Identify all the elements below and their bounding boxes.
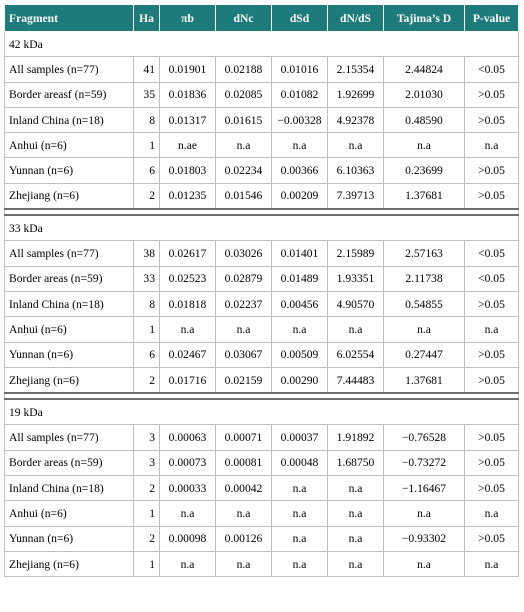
cell-ha: 2 <box>134 476 160 501</box>
cell-fragment: Inland China (n=18) <box>5 291 134 316</box>
cell-p-value: >0.05 <box>465 82 519 107</box>
cell-pi: 0.01803 <box>160 158 216 183</box>
cell-dn: 0.02237 <box>216 291 272 316</box>
cell-p-value: <0.05 <box>465 57 519 82</box>
cell-dn: 0.00081 <box>216 450 272 475</box>
header-dn-ds: dN/dS <box>328 5 384 32</box>
cell-ha: 1 <box>134 317 160 342</box>
cell-pi: 0.01235 <box>160 183 216 209</box>
cell-fragment: Border areas (n=59) <box>5 450 134 475</box>
cell-fragment: All samples (n=77) <box>5 425 134 450</box>
cell-dn: 0.00042 <box>216 476 272 501</box>
cell-dn-ds: 6.10363 <box>328 158 384 183</box>
cell-dn-ds: n.a <box>328 501 384 526</box>
cell-tajimas-d: −0.93302 <box>384 526 465 551</box>
cell-pi: 0.01901 <box>160 57 216 82</box>
cell-p-value: >0.05 <box>465 526 519 551</box>
cell-p-value: >0.05 <box>465 291 519 316</box>
table-row <box>5 342 519 367</box>
cell-ds: 0.00209 <box>272 183 328 209</box>
cell-fragment: Anhui (n=6) <box>5 133 134 158</box>
cell-dn-ds: 2.15354 <box>328 57 384 82</box>
cell-pi: n.ae <box>160 133 216 158</box>
cell-dn-ds: n.a <box>328 133 384 158</box>
cell-ha: 8 <box>134 291 160 316</box>
cell-tajimas-d: 2.11738 <box>384 266 465 291</box>
cell-p-value: n.a <box>465 133 519 158</box>
cell-p-value: >0.05 <box>465 450 519 475</box>
header-ha: Ha <box>134 5 160 32</box>
cell-dn: 0.02159 <box>216 367 272 393</box>
cell-p-value: >0.05 <box>465 367 519 393</box>
cell-ds: 0.01082 <box>272 82 328 107</box>
cell-ha: 6 <box>134 342 160 367</box>
table-row <box>5 107 519 132</box>
cell-pi: n.a <box>160 501 216 526</box>
cell-dn-ds: n.a <box>328 551 384 576</box>
cell-ha: 8 <box>134 107 160 132</box>
cell-tajimas-d: 2.01030 <box>384 82 465 107</box>
cell-p-value: >0.05 <box>465 183 519 209</box>
table-row <box>5 82 519 107</box>
section-header-row <box>5 215 519 241</box>
cell-fragment: Inland China (n=18) <box>5 107 134 132</box>
table-row <box>5 133 519 158</box>
cell-pi: 0.02617 <box>160 241 216 266</box>
table-row <box>5 317 519 342</box>
cell-fragment: Yunnan (n=6) <box>5 158 134 183</box>
cell-dn-ds: 1.68750 <box>328 450 384 475</box>
cell-dn: 0.02188 <box>216 57 272 82</box>
cell-ds: n.a <box>272 133 328 158</box>
cell-ha: 41 <box>134 57 160 82</box>
cell-fragment: All samples (n=77) <box>5 57 134 82</box>
cell-tajimas-d: 0.54855 <box>384 291 465 316</box>
cell-dn-ds: 4.90570 <box>328 291 384 316</box>
cell-tajimas-d: 0.48590 <box>384 107 465 132</box>
cell-dn: n.a <box>216 133 272 158</box>
cell-dn: 0.02879 <box>216 266 272 291</box>
cell-fragment: Anhui (n=6) <box>5 317 134 342</box>
cell-dn-ds: 7.44483 <box>328 367 384 393</box>
cell-fragment: Zhejiang (n=6) <box>5 551 134 576</box>
cell-dn-ds: 2.15989 <box>328 241 384 266</box>
cell-fragment: All samples (n=77) <box>5 241 134 266</box>
cell-dn-ds: 6.02554 <box>328 342 384 367</box>
cell-dn: n.a <box>216 317 272 342</box>
cell-tajimas-d: n.a <box>384 551 465 576</box>
cell-dn: n.a <box>216 501 272 526</box>
cell-dn: 0.00126 <box>216 526 272 551</box>
cell-p-value: <0.05 <box>465 241 519 266</box>
cell-ha: 3 <box>134 425 160 450</box>
cell-dn-ds: 7.39713 <box>328 183 384 209</box>
cell-dn: 0.01546 <box>216 183 272 209</box>
cell-tajimas-d: 2.57163 <box>384 241 465 266</box>
cell-tajimas-d: −0.73272 <box>384 450 465 475</box>
cell-dn: 0.00071 <box>216 425 272 450</box>
cell-ha: 38 <box>134 241 160 266</box>
cell-ds: 0.00037 <box>272 425 328 450</box>
cell-pi: 0.00063 <box>160 425 216 450</box>
header-pi: πb <box>160 5 216 32</box>
header-fragment: Fragment <box>5 5 134 32</box>
header-p-value: P-value <box>465 5 519 32</box>
cell-ds: n.a <box>272 476 328 501</box>
cell-ha: 1 <box>134 133 160 158</box>
cell-tajimas-d: 0.23699 <box>384 158 465 183</box>
cell-p-value: >0.05 <box>465 476 519 501</box>
cell-fragment: Anhui (n=6) <box>5 501 134 526</box>
cell-ds: −0.00328 <box>272 107 328 132</box>
table-row <box>5 291 519 316</box>
cell-fragment: Border areasf (n=59) <box>5 82 134 107</box>
table-row <box>5 158 519 183</box>
cell-p-value: n.a <box>465 551 519 576</box>
cell-pi: n.a <box>160 317 216 342</box>
cell-dn-ds: 1.93351 <box>328 266 384 291</box>
header-ds: dSd <box>272 5 328 32</box>
cell-pi: n.a <box>160 551 216 576</box>
table-row <box>5 526 519 551</box>
table-row <box>5 476 519 501</box>
cell-p-value: >0.05 <box>465 425 519 450</box>
cell-pi: 0.02523 <box>160 266 216 291</box>
section-title: 19 kDa <box>5 399 519 425</box>
cell-ha: 33 <box>134 266 160 291</box>
cell-p-value: <0.05 <box>465 266 519 291</box>
cell-pi: 0.00073 <box>160 450 216 475</box>
cell-dn-ds: 1.92699 <box>328 82 384 107</box>
cell-p-value: n.a <box>465 501 519 526</box>
cell-tajimas-d: n.a <box>384 133 465 158</box>
cell-pi: 0.02467 <box>160 342 216 367</box>
table-row <box>5 501 519 526</box>
cell-ha: 35 <box>134 82 160 107</box>
cell-p-value: >0.05 <box>465 342 519 367</box>
section-title: 42 kDa <box>5 32 519 57</box>
cell-ds: n.a <box>272 501 328 526</box>
cell-tajimas-d: 1.37681 <box>384 183 465 209</box>
cell-ds: 0.00366 <box>272 158 328 183</box>
cell-tajimas-d: n.a <box>384 317 465 342</box>
cell-dn-ds: 4.92378 <box>328 107 384 132</box>
table-row <box>5 266 519 291</box>
table-row <box>5 57 519 82</box>
cell-fragment: Zhejiang (n=6) <box>5 183 134 209</box>
cell-dn: 0.01615 <box>216 107 272 132</box>
cell-pi: 0.01818 <box>160 291 216 316</box>
section-header-row <box>5 399 519 425</box>
cell-pi: 0.01317 <box>160 107 216 132</box>
cell-pi: 0.01716 <box>160 367 216 393</box>
cell-ds: n.a <box>272 551 328 576</box>
cell-fragment: Inland China (n=18) <box>5 476 134 501</box>
cell-dn: n.a <box>216 551 272 576</box>
cell-dn-ds: n.a <box>328 317 384 342</box>
cell-ds: 0.00290 <box>272 367 328 393</box>
cell-tajimas-d: 0.27447 <box>384 342 465 367</box>
cell-p-value: >0.05 <box>465 158 519 183</box>
cell-ds: 0.00509 <box>272 342 328 367</box>
header-row <box>5 5 519 32</box>
table-row <box>5 183 519 209</box>
table-row <box>5 551 519 576</box>
cell-ds: 0.01489 <box>272 266 328 291</box>
cell-dn-ds: n.a <box>328 476 384 501</box>
cell-ha: 1 <box>134 551 160 576</box>
table-row <box>5 367 519 393</box>
table-row <box>5 425 519 450</box>
cell-ds: n.a <box>272 317 328 342</box>
header-tajimas-d: Tajima’s D <box>384 5 465 32</box>
table-container <box>4 4 518 577</box>
cell-dn-ds: 1.91892 <box>328 425 384 450</box>
table-row <box>5 241 519 266</box>
cell-fragment: Yunnan (n=6) <box>5 526 134 551</box>
cell-ha: 3 <box>134 450 160 475</box>
cell-fragment: Border areas (n=59) <box>5 266 134 291</box>
section-title: 33 kDa <box>5 215 519 241</box>
cell-dn: 0.02234 <box>216 158 272 183</box>
cell-ha: 2 <box>134 183 160 209</box>
cell-dn-ds: n.a <box>328 526 384 551</box>
cell-dn: 0.03026 <box>216 241 272 266</box>
cell-ds: 0.00048 <box>272 450 328 475</box>
cell-ds: 0.01016 <box>272 57 328 82</box>
cell-tajimas-d: −1.16467 <box>384 476 465 501</box>
cell-pi: 0.00033 <box>160 476 216 501</box>
cell-fragment: Zhejiang (n=6) <box>5 367 134 393</box>
cell-tajimas-d: −0.76528 <box>384 425 465 450</box>
diversity-table <box>4 4 519 577</box>
cell-p-value: >0.05 <box>465 107 519 132</box>
cell-ha: 2 <box>134 526 160 551</box>
table-row <box>5 450 519 475</box>
cell-p-value: n.a <box>465 317 519 342</box>
cell-fragment: Yunnan (n=6) <box>5 342 134 367</box>
table-body <box>5 32 519 577</box>
cell-tajimas-d: 2.44824 <box>384 57 465 82</box>
section-header-row <box>5 32 519 57</box>
cell-tajimas-d: 1.37681 <box>384 367 465 393</box>
cell-ha: 6 <box>134 158 160 183</box>
cell-ha: 2 <box>134 367 160 393</box>
header-dn: dNc <box>216 5 272 32</box>
cell-ha: 1 <box>134 501 160 526</box>
cell-ds: n.a <box>272 526 328 551</box>
cell-ds: 0.00456 <box>272 291 328 316</box>
cell-tajimas-d: n.a <box>384 501 465 526</box>
cell-ds: 0.01401 <box>272 241 328 266</box>
cell-pi: 0.01836 <box>160 82 216 107</box>
cell-dn: 0.03067 <box>216 342 272 367</box>
cell-pi: 0.00098 <box>160 526 216 551</box>
cell-dn: 0.02085 <box>216 82 272 107</box>
